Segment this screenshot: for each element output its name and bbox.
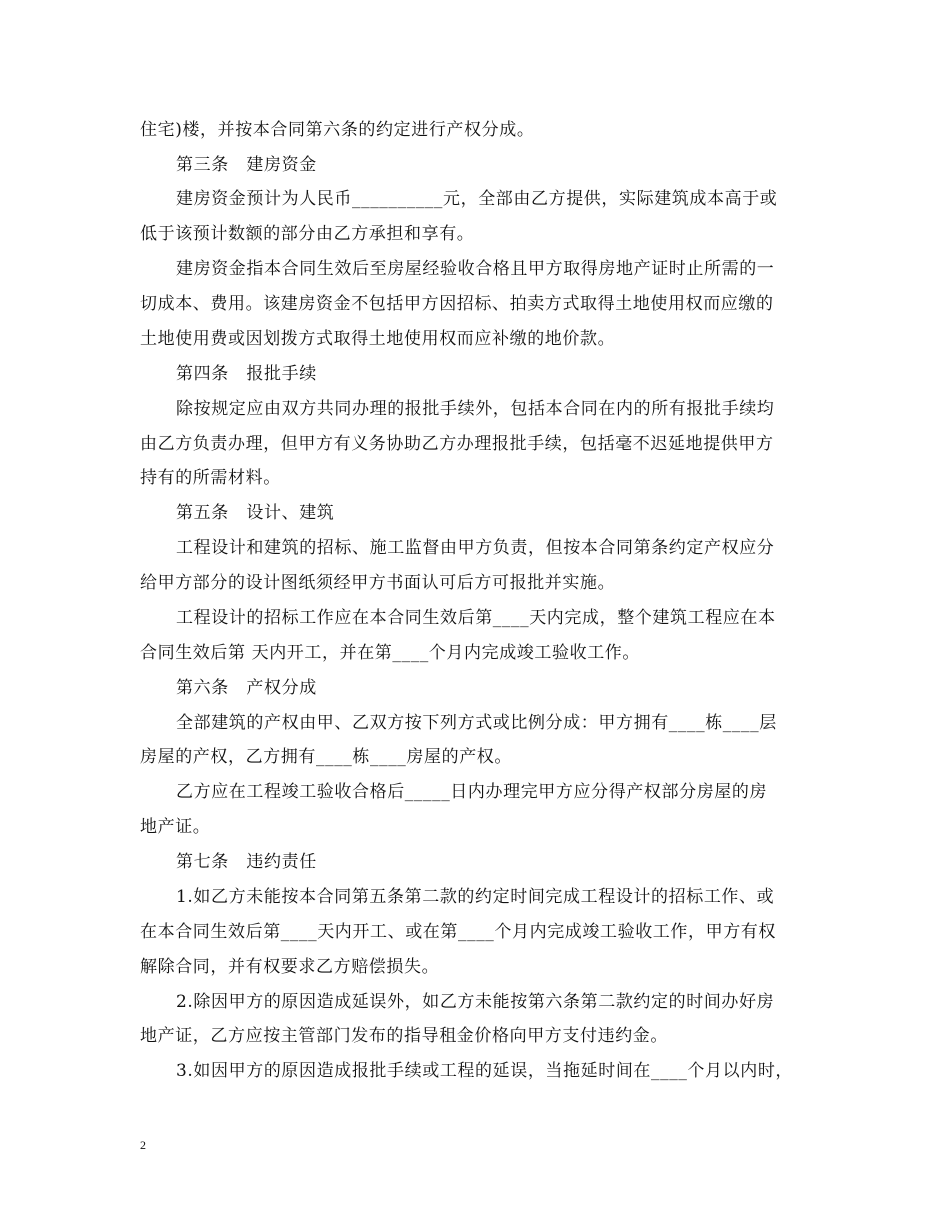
article-3-heading: 第三条 建房资金 — [176, 155, 317, 175]
text-line-25: 解除合同，并有权要求乙方赔偿损失。 — [140, 957, 440, 977]
text-line-7: 土地使用费或因划拨方式取得土地使用权而应补缴的地价款。 — [140, 329, 616, 349]
text-line-19: 房屋的产权，乙方拥有____栋____房屋的产权。 — [140, 747, 512, 767]
text-line-18: 全部建筑的产权由甲、乙双方按下列方式或比例分成：甲方拥有____栋____层 — [176, 713, 777, 733]
text-line-24: 在本合同生效后第____天内开工、或在第____个月内完成竣工验收工作，甲方有权 — [140, 922, 776, 942]
text-line-10: 由乙方负责办理，但甲方有义务协助乙方办理报批手续，包括毫不迟延地提供甲方 — [140, 434, 774, 454]
text-line-4: 低于该预计数额的部分由乙方承担和享有。 — [140, 224, 475, 244]
article-5-heading: 第五条 设计、建筑 — [176, 503, 335, 523]
article-4-heading: 第四条 报批手续 — [176, 364, 317, 384]
text-line-3: 建房资金预计为人民币__________元，全部由乙方提供，实际建筑成本高于或 — [176, 189, 778, 209]
text-line-15: 工程设计的招标工作应在本合同生效后第____天内完成，整个建筑工程应在本 — [176, 608, 776, 628]
text-line-16: 合同生效后第 天内开工，并在第____个月内完成竣工验收工作。 — [140, 643, 641, 663]
page-number: 2 — [140, 1138, 146, 1152]
text-line-1: 住宅)楼，并按本合同第六条的约定进行产权分成。 — [140, 120, 535, 140]
text-line-11: 持有的所需材料。 — [140, 468, 281, 488]
text-line-14: 给甲方部分的设计图纸须经甲方书面认可后方可报批并实施。 — [140, 573, 616, 593]
text-line-13: 工程设计和建筑的招标、施工监督由甲方负责，但按本合同第条约定产权应分 — [176, 538, 775, 558]
text-line-23: 1.如乙方未能按本合同第五条第二款的约定时间完成工程设计的招标工作、或 — [176, 887, 775, 907]
article-6-heading: 第六条 产权分成 — [176, 678, 317, 698]
text-line-5: 建房资金指本合同生效后至房屋经验收合格且甲方取得房地产证时止所需的一 — [176, 259, 775, 279]
text-line-21: 地产证。 — [140, 817, 211, 837]
text-line-27: 地产证，乙方应按主管部门发布的指导租金价格向甲方支付违约金。 — [140, 1026, 668, 1046]
text-line-26: 2.除因甲方的原因造成延误外，如乙方未能按第六条第二款约定的时间办好房 — [176, 992, 775, 1012]
text-line-28: 3.如因甲方的原因造成报批手续或工程的延误，当拖延时间在____个月以内时， — [176, 1061, 794, 1081]
text-line-6: 切成本、费用。该建房资金不包括甲方因招标、拍卖方式取得土地使用权而应缴的 — [140, 294, 774, 314]
text-line-9: 除按规定应由双方共同办理的报批手续外，包括本合同在内的所有报批手续均 — [176, 399, 775, 419]
text-line-20: 乙方应在工程竣工验收合格后_____日内办理完甲方应分得产权部分房屋的房 — [176, 782, 768, 802]
article-7-heading: 第七条 违约责任 — [176, 852, 317, 872]
